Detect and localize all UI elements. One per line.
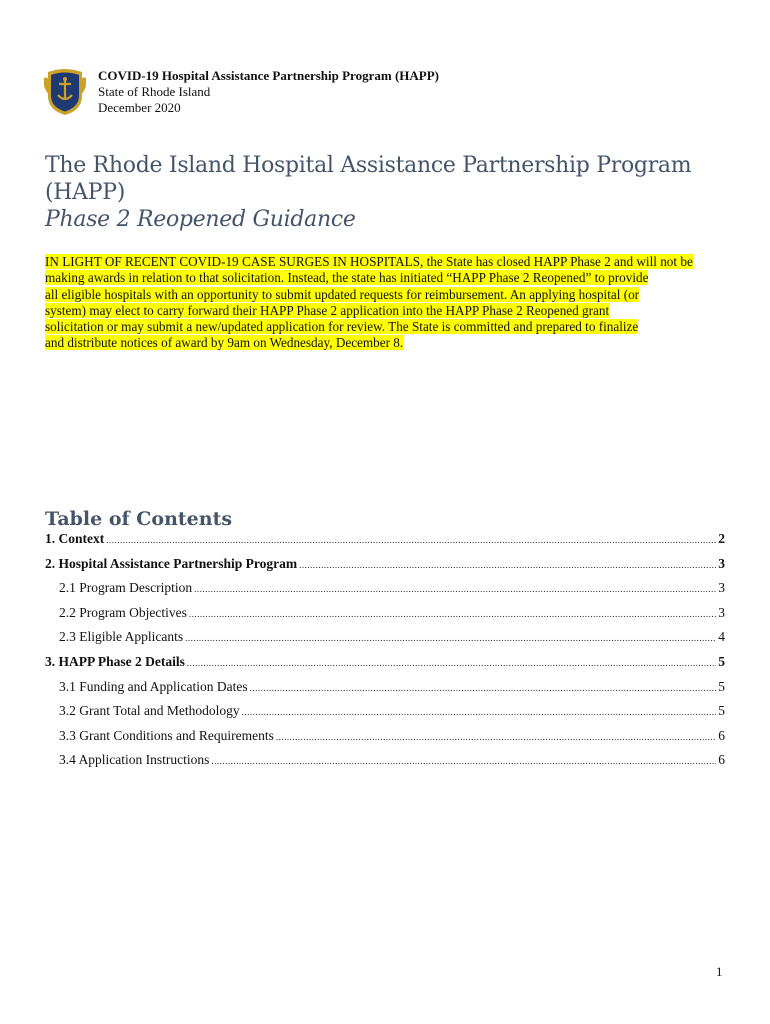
program-name: COVID-19 Hospital Assistance Partnership Program (HAPP) bbox=[98, 68, 439, 83]
toc-entry-happ[interactable] bbox=[45, 556, 725, 581]
toc-entry-program-objectives[interactable] bbox=[45, 605, 725, 630]
toc-entry-label: 1. Context bbox=[45, 531, 105, 546]
toc-leader bbox=[299, 560, 716, 570]
intro-line: and distribute notices of award by 9am on Wednesday, December 8. bbox=[45, 335, 404, 351]
toc-entry-label: 3.3 Grant Conditions and Requirements bbox=[59, 727, 274, 743]
toc-entry-page: 6 bbox=[718, 752, 725, 768]
toc-entry-page: 6 bbox=[718, 727, 725, 743]
toc-entry-grant-total[interactable] bbox=[45, 703, 725, 728]
toc-leader bbox=[194, 584, 716, 594]
toc-entry-label: 2.2 Program Objectives bbox=[59, 604, 187, 620]
toc-entry-page: 5 bbox=[718, 678, 725, 694]
intro-line: making awards in relation to that solicitation. Instead, the state has initiated “HAPP Phase 2 Reopened” to provide bbox=[45, 270, 649, 286]
title-subtitle: Phase 2 Reopened Guidance bbox=[45, 207, 356, 232]
toc-entry-funding-dates[interactable] bbox=[45, 679, 725, 704]
intro-line: all eligible hospitals with an opportunity to submit updated requests for reimbursement. An applying hospital (or bbox=[45, 286, 640, 302]
toc-entry-eligible-applicants[interactable] bbox=[45, 629, 725, 654]
toc-entry-phase2-details[interactable] bbox=[45, 654, 725, 679]
toc-leader bbox=[276, 732, 716, 742]
toc-entry-page: 3 bbox=[718, 580, 725, 596]
toc-entry-label: 3.4 Application Instructions bbox=[59, 752, 210, 768]
toc-entry-label: 2. Hospital Assistance Partnership Program bbox=[45, 555, 298, 571]
toc-leader bbox=[211, 756, 716, 766]
toc-leader bbox=[187, 658, 716, 668]
intro-line: solicitation or may submit a new/updated application for review. The State is committed and prepared to finalize bbox=[45, 319, 639, 335]
toc-entry-page: 5 bbox=[718, 653, 725, 669]
toc-entry-page: 4 bbox=[718, 629, 725, 645]
intro-line: IN LIGHT OF RECENT COVID-19 CASE SURGES IN HOSPITALS, the State has closed HAPP Phase 2 and will not be bbox=[45, 254, 693, 269]
toc-entry-page: 3 bbox=[718, 555, 725, 571]
toc-entry-grant-conditions[interactable] bbox=[45, 728, 725, 753]
rhode-island-seal-icon bbox=[44, 66, 86, 116]
state-name: State of Rhode Island bbox=[98, 84, 211, 99]
title-main: The Rhode Island Hospital Assistance Partnership Program (HAPP) bbox=[45, 153, 692, 205]
toc-entry-label: 2.3 Eligible Applicants bbox=[59, 629, 184, 645]
toc-leader bbox=[250, 683, 717, 693]
toc-entry-page: 2 bbox=[718, 531, 725, 546]
toc-heading: Table of Contents bbox=[45, 508, 233, 530]
toc-entry-application-instructions[interactable] bbox=[45, 752, 725, 777]
toc-leader bbox=[189, 609, 716, 619]
toc-leader bbox=[185, 633, 716, 643]
toc-entry-label: 3.1 Funding and Application Dates bbox=[59, 678, 248, 694]
toc-entry-label: 3.2 Grant Total and Methodology bbox=[59, 703, 240, 719]
intro-line: system) may elect to carry forward their HAPP Phase 2 application into the HAPP Phase 2 Reopened grant bbox=[45, 302, 610, 318]
toc-entry-label: 3. HAPP Phase 2 Details bbox=[45, 653, 185, 669]
toc-entry-page: 3 bbox=[718, 604, 725, 620]
page-number: 1 bbox=[716, 964, 723, 979]
toc-entry-program-description[interactable] bbox=[45, 580, 725, 605]
intro-paragraph bbox=[45, 254, 725, 352]
toc-entry-label: 2.1 Program Description bbox=[59, 580, 193, 596]
page-title bbox=[45, 152, 770, 233]
document-header bbox=[98, 68, 439, 116]
toc-leader bbox=[106, 535, 716, 545]
toc-leader bbox=[242, 707, 717, 717]
header-date: December 2020 bbox=[98, 100, 181, 115]
toc-entry-context[interactable] bbox=[45, 531, 725, 556]
toc-entry-page: 5 bbox=[718, 703, 725, 719]
table-of-contents bbox=[45, 531, 725, 777]
